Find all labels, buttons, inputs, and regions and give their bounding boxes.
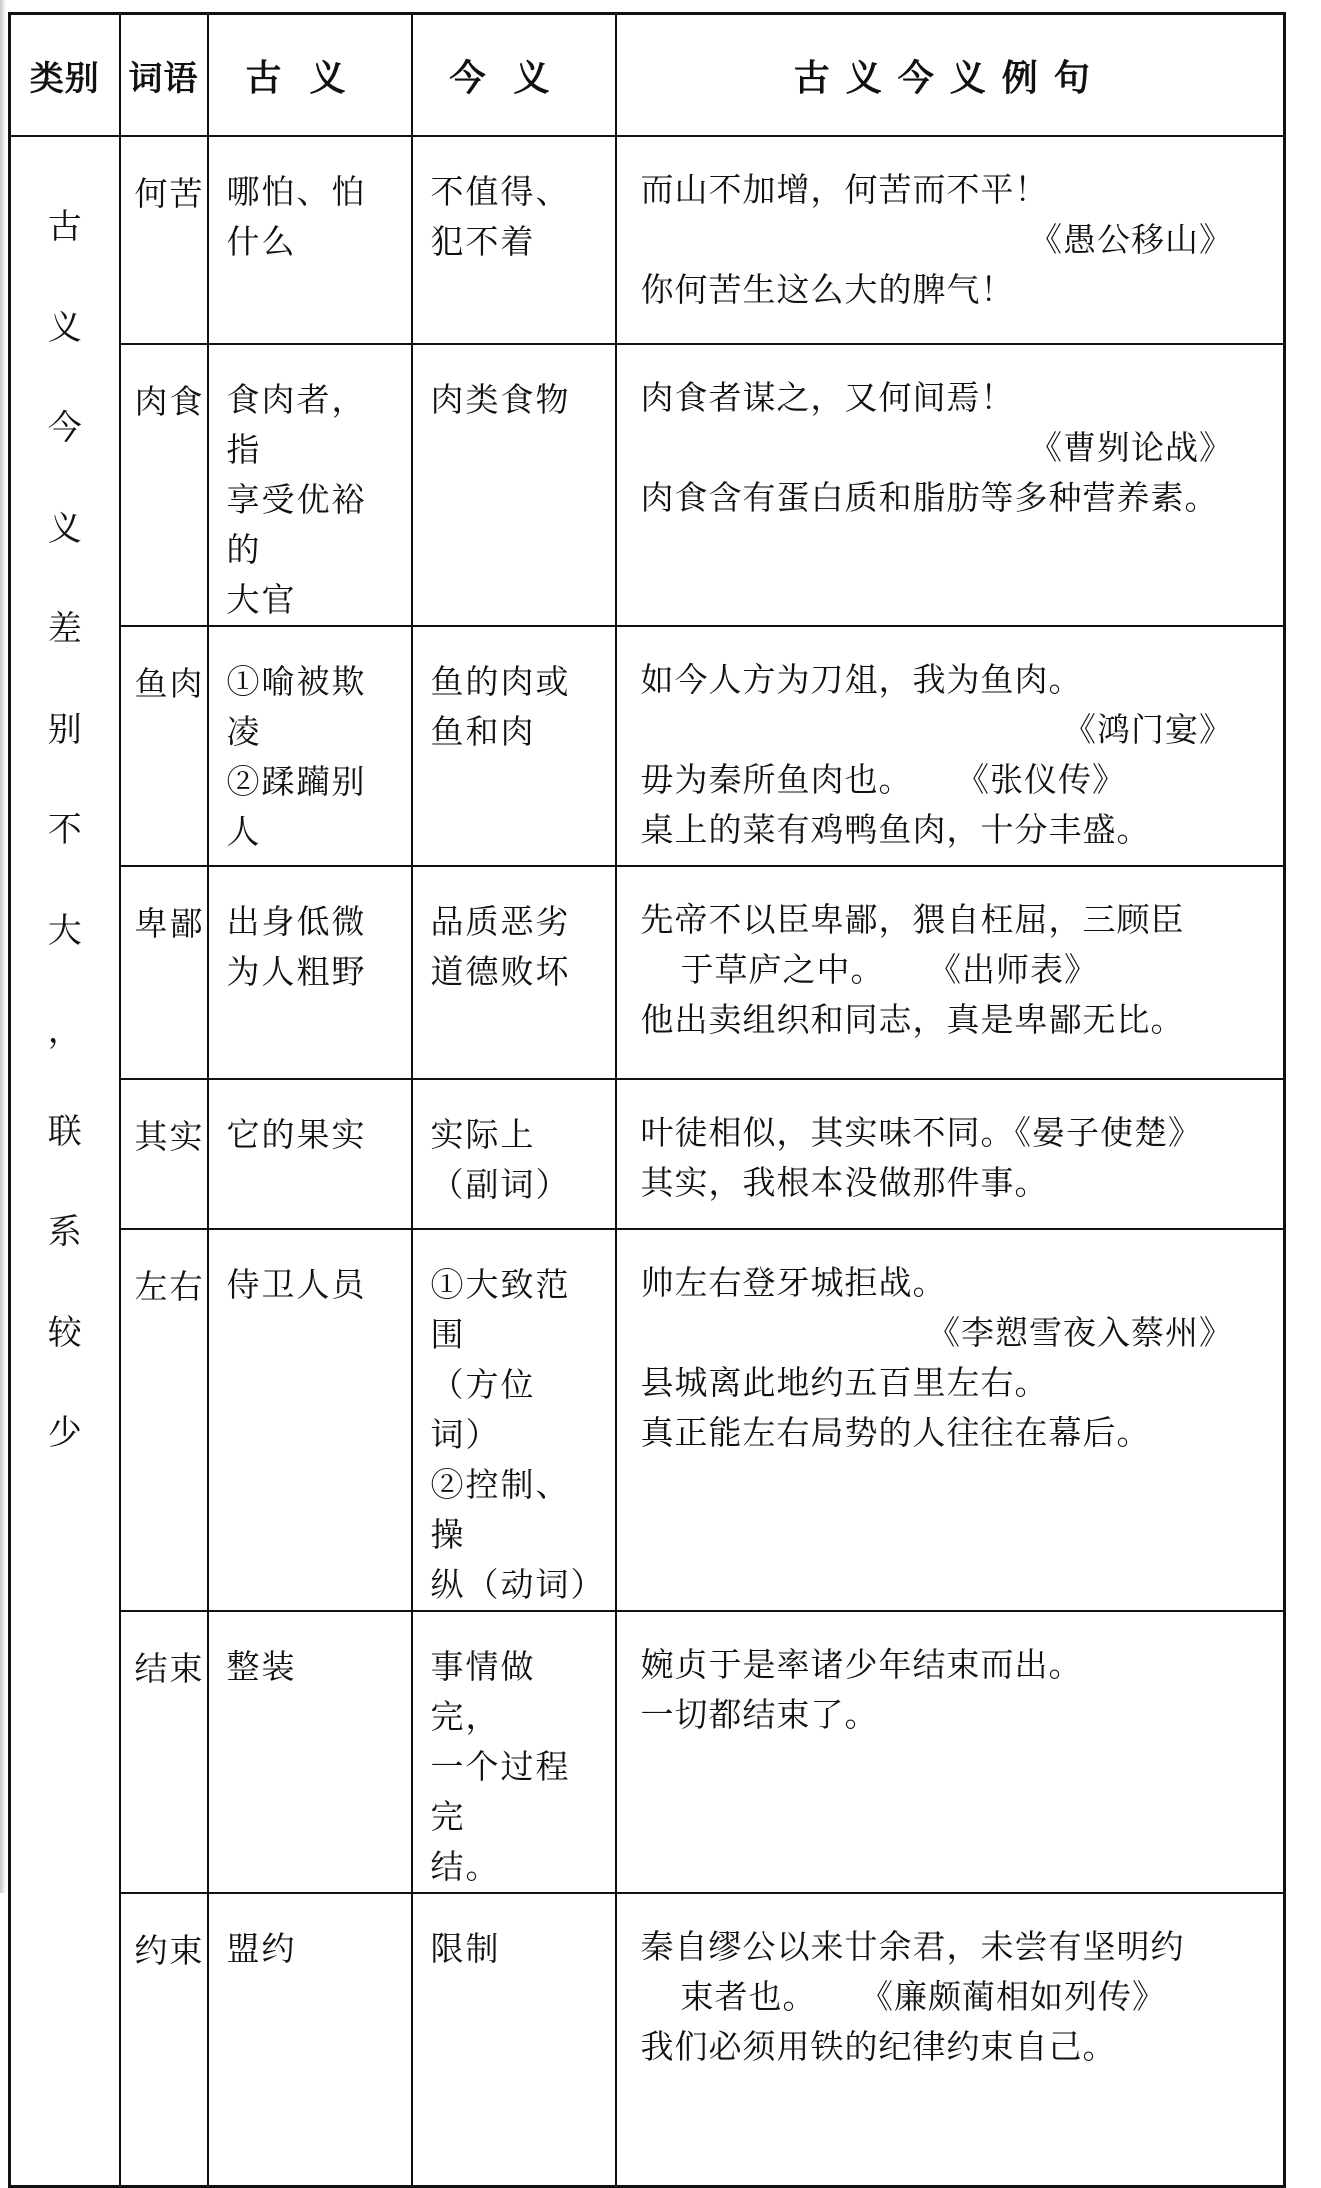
table-row [10,1893,1285,2186]
ancient-meaning-cell [208,1229,412,1611]
definition-line: 品质恶劣 [430,902,571,941]
ancient-meaning-cell [208,344,412,626]
example-sentence: 而山不加增，何苦而不平！ [640,170,1049,209]
word-cell: 鱼肉 [120,626,208,866]
word-cell: 何苦 [120,136,208,344]
modern-meaning-cell [412,136,616,344]
examples-cell [616,626,1285,866]
ancient-meaning-cell [208,1611,412,1893]
table-row [10,626,1285,866]
definition-line: 肉类食物 [430,380,571,419]
header-row [10,14,1285,137]
ancient-meaning-cell [208,1079,412,1229]
category-char: 联 [47,1111,82,1152]
table-row [10,1229,1285,1611]
definition-line: 道德败坏 [430,952,571,991]
example-source: 《张仪传》 [972,760,1126,799]
definition-line: 犯不着 [430,222,536,261]
examples-cell [616,344,1285,626]
table-row [10,866,1285,1079]
example-source: 《出师表》 [944,950,1098,989]
example-source: 《鸿门宴》 [1063,710,1233,749]
modern-meaning-cell [412,344,616,626]
definition-line: 事情做完， [430,1647,536,1736]
table-row [10,136,1285,344]
definition-line: ②控制、操 [430,1465,571,1554]
category-char: 义 [47,307,82,348]
modern-meaning-cell [412,1893,616,2186]
example-line [641,1108,1274,1158]
category-char: 少 [47,1413,82,1453]
category-char: 古 [47,207,82,247]
header-modern-meaning: 今义 [412,14,616,137]
definition-line: 实际上 [430,1115,536,1154]
ancient-meaning-cell [208,866,412,1079]
definition-line: 鱼的肉或 [430,662,571,701]
example-sentence: 秦自缪公以来廿余君，未尝有坚明约 [640,1927,1185,1966]
definition-line: （方位词） [430,1365,536,1454]
category-char: 义 [47,508,82,549]
definition-line: 它的果实 [226,1115,367,1154]
definition-line: 限制 [430,1929,501,1968]
category-cell [10,136,120,2186]
modern-meaning-cell [412,1611,616,1893]
example-source: 《李愬雪夜入蔡州》 [927,1313,1233,1352]
example-sentence: 于草庐之中。 [680,950,885,989]
ancient-meaning-cell [208,626,412,866]
example-sentence: 帅左右登牙城拒战。 [640,1263,947,1302]
definition-line: 食肉者，指 [226,380,367,469]
definition-line: 大官 [226,580,297,619]
category-char: 别 [47,709,82,750]
example-line [641,945,1274,995]
example-sentence: 他出卖组织和同志，真是卑鄙无比。 [640,1000,1185,1039]
definition-line: ①喻被欺凌 [226,662,367,751]
example-source: 《愚公移山》 [1029,220,1233,259]
examples-cell [616,1893,1285,2186]
header-word: 词语 [120,14,208,137]
category-char: 今 [47,408,82,448]
examples-cell [616,1079,1285,1229]
definition-line: ②蹂躏别人 [226,762,367,851]
word-cell: 结束 [120,1611,208,1893]
table-row [10,1079,1285,1229]
header-ancient-meaning: 古义 [208,14,412,137]
ancient-meaning-cell [208,1893,412,2186]
examples-cell [616,136,1285,344]
definition-line: ①大致范围 [430,1265,571,1354]
category-char: 大 [47,910,82,951]
word-cell: 其实 [120,1079,208,1229]
category-char: 较 [47,1312,82,1353]
example-source: 《廉颇蔺相如列传》 [876,1977,1166,2016]
example-sentence: 如今人方为刀俎，我为鱼肉。 [640,660,1083,699]
definition-line: 出身低微 [226,902,367,941]
definition-line: 一个过程完 [430,1747,571,1836]
header-examples: 古义今义例句 [616,14,1285,137]
definition-line: 哪怕、怕 [226,172,367,211]
example-line [641,1972,1274,2022]
definition-line: 整装 [226,1647,297,1686]
definition-line: 鱼和肉 [430,712,536,751]
ancient-modern-meaning-table [8,12,1286,2188]
word-cell: 左右 [120,1229,208,1611]
word-cell: 肉食 [120,344,208,626]
example-sentence: 我们必须用铁的纪律约束自己。 [640,2027,1117,2066]
header-category: 类别 [10,14,120,137]
example-sentence: 桌上的菜有鸡鸭鱼肉，十分丰盛。 [640,810,1151,849]
modern-meaning-cell [412,1229,616,1611]
example-sentence: 先帝不以臣卑鄙，猥自枉屈，三顾臣 [640,900,1185,939]
definition-line: 侍卫人员 [226,1265,367,1304]
modern-meaning-cell [412,1079,616,1229]
category-char: 差 [47,609,82,649]
example-sentence: 肉食含有蛋白质和脂肪等多种营养素。 [640,478,1219,517]
definition-line: 为人粗野 [226,952,367,991]
example-sentence: 婉贞于是率诸少年结束而出。 [640,1645,1083,1684]
modern-meaning-cell [412,866,616,1079]
definition-line: 纵（动词） [430,1565,606,1604]
examples-cell [616,1229,1285,1611]
example-sentence: 其实，我根本没做那件事。 [640,1163,1049,1202]
example-sentence: 县城离此地约五百里左右。 [640,1363,1049,1402]
scan-edge-shadow [0,0,6,1893]
definition-line: 什么 [226,222,297,261]
table-row [10,1611,1285,1893]
example-sentence: 你何苦生这么大的脾气！ [640,270,1015,309]
definition-line: 盟约 [226,1929,297,1968]
example-sentence: 毋为秦所鱼肉也。 [640,760,913,799]
word-cell: 约束 [120,1893,208,2186]
definition-line: 享受优裕的 [226,480,367,569]
word-cell: 卑鄙 [120,866,208,1079]
example-sentence: 束者也。 [680,1977,817,2016]
definition-line: 结。 [430,1847,501,1886]
example-source: 《晏子使楚》 [1014,1113,1202,1152]
example-sentence: 叶徒相似，其实味不同。 [640,1113,1015,1152]
ancient-meaning-cell [208,136,412,344]
modern-meaning-cell [412,626,616,866]
example-line [641,755,1274,805]
examples-cell [616,866,1285,1079]
example-sentence: 肉食者谋之，又何间焉！ [640,378,1015,417]
example-source: 《曹刿论战》 [1029,428,1233,467]
definition-line: （副词） [430,1165,571,1204]
category-char: 不 [47,810,82,850]
category-char: ， [47,1011,82,1051]
example-sentence: 真正能左右局势的人往往在幕后。 [640,1413,1151,1452]
category-char: 系 [47,1212,82,1252]
table-row [10,344,1285,626]
examples-cell [616,1611,1285,1893]
example-sentence: 一切都结束了。 [640,1695,879,1734]
definition-line: 不值得、 [430,172,571,211]
